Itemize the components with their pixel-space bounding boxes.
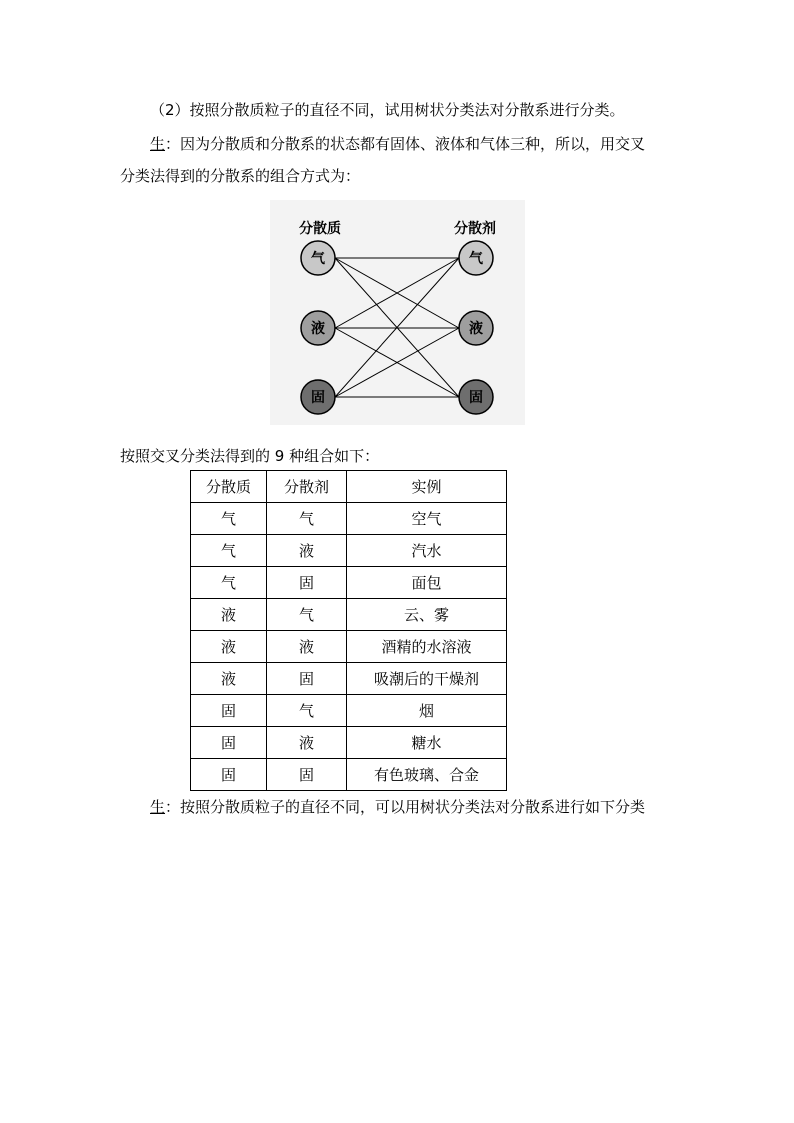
cell-dispersion-medium: 气 (267, 599, 347, 631)
cell-dispersed-phase: 气 (191, 567, 267, 599)
cell-dispersion-medium: 气 (267, 503, 347, 535)
table-row (191, 727, 507, 759)
header-example: 实例 (347, 471, 507, 503)
table-intro: 按照交叉分类法得到的 9 种组合如下： (120, 447, 380, 465)
table-row (191, 759, 507, 791)
cell-dispersed-phase: 气 (191, 503, 267, 535)
cell-dispersed-phase: 固 (191, 695, 267, 727)
answer-paragraph-1-cont: 分类法得到的分散系的组合方式为： (120, 167, 361, 185)
left-title: 分散质 (299, 221, 341, 237)
left-node-label: 液 (311, 321, 325, 337)
combination-table (190, 470, 507, 791)
cell-example: 汽水 (347, 535, 507, 567)
cross-lines (335, 258, 459, 397)
cell-dispersion-medium: 固 (267, 759, 347, 791)
cell-dispersion-medium: 气 (267, 695, 347, 727)
cross-classification-diagram (270, 200, 525, 425)
question-text: （2）按照分散质粒子的直径不同，试用树状分类法对分散系进行分类。 (150, 101, 625, 119)
answer-text-2: ：按照分散质粒子的直径不同，可以用树状分类法对分散系进行如下分类 (165, 798, 646, 816)
table-row (191, 631, 507, 663)
cell-dispersion-medium: 固 (267, 663, 347, 695)
cell-dispersion-medium: 液 (267, 631, 347, 663)
table-row (191, 599, 507, 631)
cell-dispersed-phase: 液 (191, 599, 267, 631)
cell-dispersion-medium: 液 (267, 727, 347, 759)
right-node-label: 气 (469, 251, 483, 267)
table-row (191, 567, 507, 599)
table-header-row (191, 471, 507, 503)
left-node-label: 气 (311, 251, 325, 267)
cell-example: 有色玻璃、合金 (347, 759, 507, 791)
answer-paragraph-1 (150, 134, 645, 154)
cell-dispersed-phase: 固 (191, 727, 267, 759)
cell-dispersion-medium: 液 (267, 535, 347, 567)
right-title: 分散剂 (454, 221, 496, 237)
cell-dispersed-phase: 气 (191, 535, 267, 567)
cell-example: 烟 (347, 695, 507, 727)
cell-example: 空气 (347, 503, 507, 535)
student-label: 生 (150, 798, 166, 816)
cell-dispersed-phase: 液 (191, 663, 267, 695)
table-row (191, 663, 507, 695)
right-node-label: 液 (469, 321, 483, 337)
cell-dispersed-phase: 固 (191, 759, 267, 791)
cell-example: 吸潮后的干燥剂 (347, 663, 507, 695)
cell-example: 糖水 (347, 727, 507, 759)
left-node-label: 固 (311, 390, 325, 406)
cell-dispersion-medium: 固 (267, 567, 347, 599)
answer-text-1: ：因为分散质和分散系的状态都有固体、液体和气体三种，所以，用交叉 (165, 135, 646, 153)
answer-paragraph-2 (150, 797, 645, 817)
cell-example: 面包 (347, 567, 507, 599)
right-node-label: 固 (469, 390, 483, 406)
table-row (191, 503, 507, 535)
student-label: 生 (150, 135, 166, 153)
cell-example: 酒精的水溶液 (347, 631, 507, 663)
header-dispersed-phase: 分散质 (191, 471, 267, 503)
cell-dispersed-phase: 液 (191, 631, 267, 663)
table-row (191, 695, 507, 727)
cell-example: 云、雾 (347, 599, 507, 631)
table-row (191, 535, 507, 567)
header-dispersion-medium: 分散剂 (267, 471, 347, 503)
